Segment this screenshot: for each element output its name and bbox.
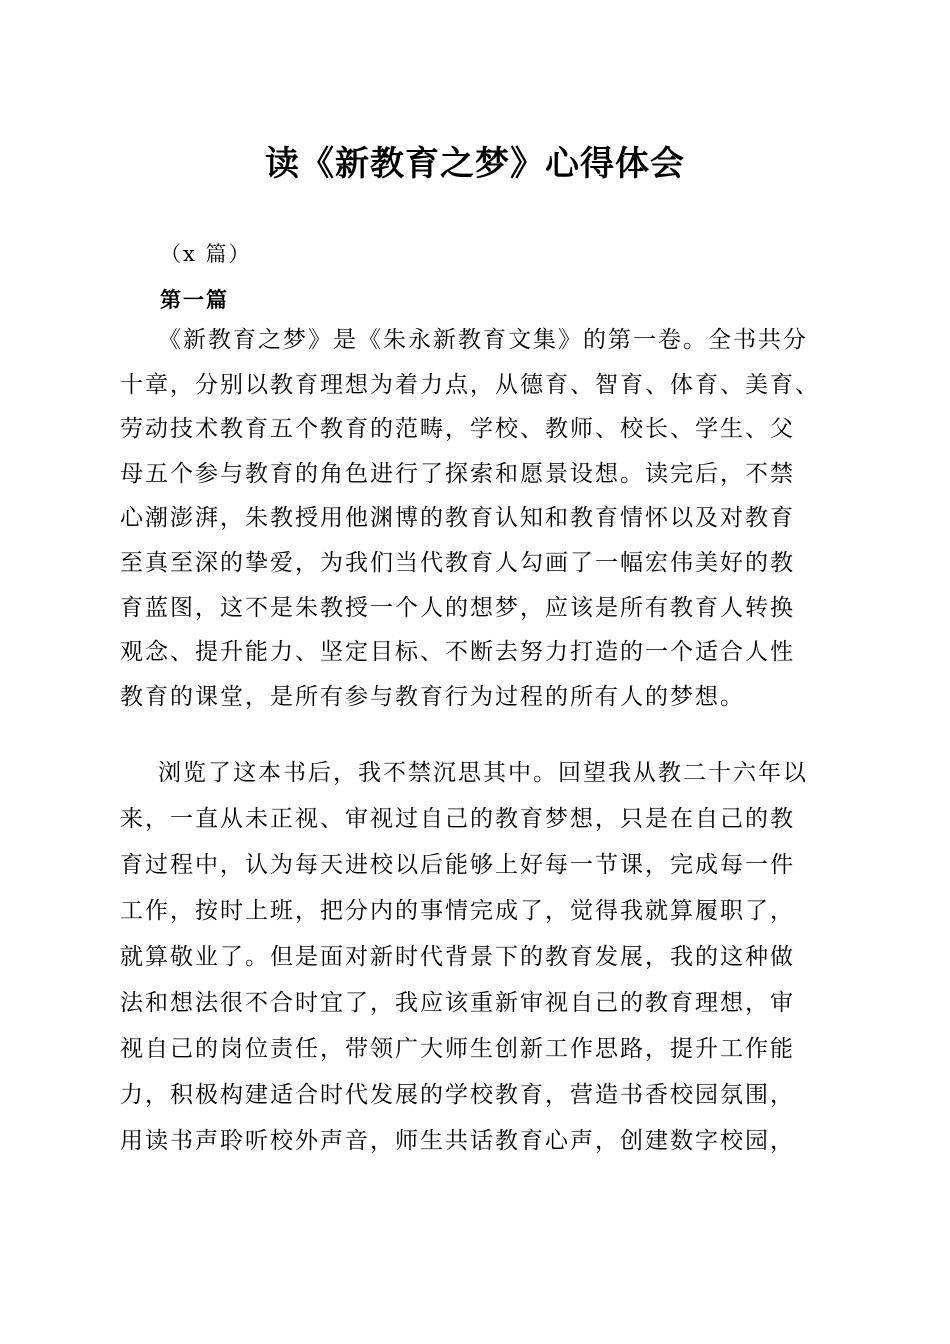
document-subtitle: （x 篇）: [160, 242, 252, 266]
paragraph-line: 育蓝图，这不是朱教授一个人的想梦，应该是所有教育人转换: [120, 594, 795, 621]
paragraph-line: 至真至深的挚爱，为我们当代教育人勾画了一幅宏伟美好的教: [120, 549, 795, 576]
paragraph-line: 法和想法很不合时宜了，我应该重新审视自己的教育理想，审: [120, 990, 795, 1016]
paragraph-line: 浏览了这本书后，我不禁沉思其中。回望我从教二十六年以: [158, 760, 808, 786]
paragraph-line: 观念、提升能力、坚定目标、不断去努力打造的一个适合人性: [120, 639, 795, 666]
paragraph-line: 教育的课堂，是所有参与教育行为过程的所有人的梦想。: [120, 683, 745, 710]
section-heading: 第一篇: [160, 287, 229, 312]
paragraph-line: 来，一直从未正视、审视过自己的教育梦想，只是在自己的教: [120, 806, 795, 832]
document-title: 读《新教育之梦》心得体会: [265, 144, 685, 184]
paragraph-line: 力，积极构建适合时代发展的学校教育，营造书香校园氛围，: [120, 1082, 795, 1108]
paragraph-line: 工作，按时上班，把分内的事情完成了，觉得我就算履职了，: [120, 898, 795, 924]
paragraph-1: [120, 318, 820, 719]
paragraph-line: 视自己的岗位责任，带领广大师生创新工作思路，提升工作能: [120, 1036, 795, 1062]
paragraph-line: 育过程中，认为每天进校以后能够上好每一节课，完成每一件: [120, 852, 795, 878]
paragraph-2: [120, 750, 808, 1164]
paragraph-line: 十章，分别以教育理想为着力点，从德育、智育、体育、美育、: [120, 371, 820, 398]
paragraph-line: 劳动技术教育五个教育的范畴，学校、教师、校长、学生、父: [120, 416, 795, 443]
paragraph-line: 就算敬业了。但是面对新时代背景下的教育发展，我的这种做: [120, 944, 795, 970]
paragraph-line: 母五个参与教育的角色进行了探索和愿景设想。读完后，不禁: [120, 460, 795, 487]
paragraph-line: 用读书声聆听校外声音，师生共话教育心声，创建数字校园，: [120, 1128, 795, 1154]
paragraph-line: 心潮澎湃，朱教授用他渊博的教育认知和教育情怀以及对教育: [120, 505, 795, 532]
paragraph-line: 《新教育之梦》是《朱永新教育文集》的第一卷。全书共分: [158, 327, 808, 353]
